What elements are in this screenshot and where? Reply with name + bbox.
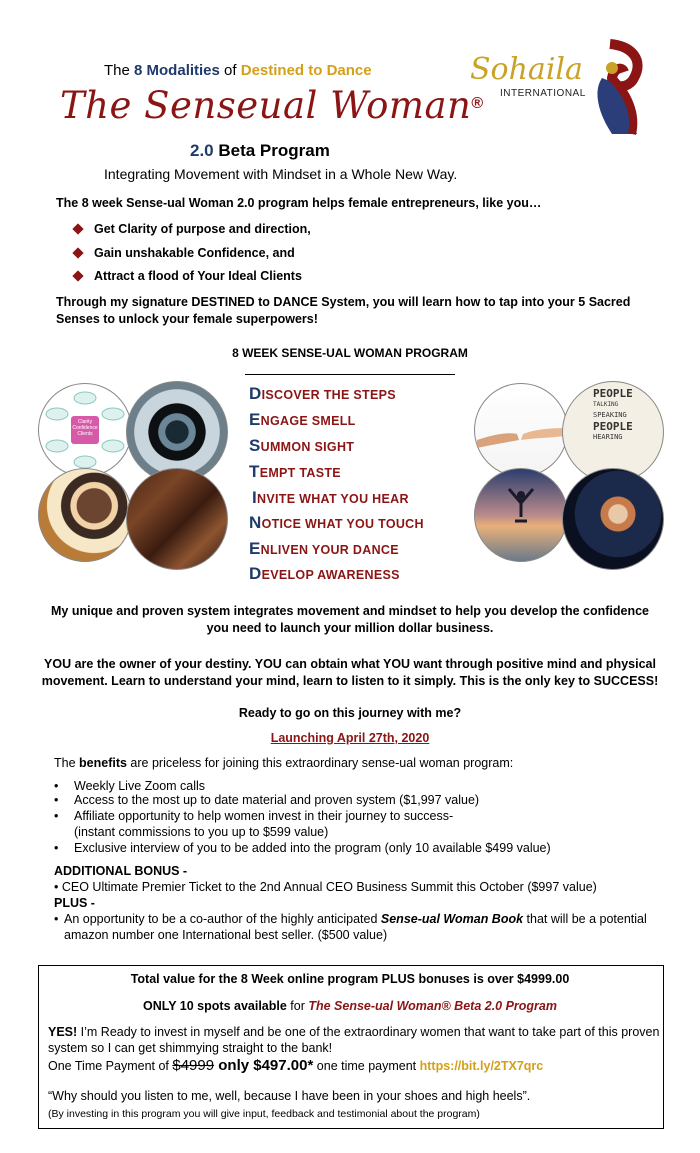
poster-text: PEOPLE — [593, 387, 633, 400]
unique-system-text: My unique and proven system integrates movement and mindset to help you develop the confidence you need to launch your million dollar business. — [50, 604, 650, 635]
destiny-paragraph: YOU are the owner of your destiny. YOU can obtain what YOU want through positive mind and physical movement. Learn to understand your mind, learn to listen to it simply. This is the only key to SUCCESS! — [41, 657, 659, 688]
yoga-sunset-image — [474, 468, 568, 562]
destined-item-engage: ENGAGE SMELL — [249, 410, 356, 429]
hands-touching-image — [474, 383, 568, 477]
bonus-heading: ADDITIONAL BONUS - — [54, 864, 188, 878]
diagram-label: Clients — [77, 431, 93, 437]
chocolate-image — [126, 468, 228, 570]
journey-text: Ready to go on this journey with me? — [238, 706, 462, 720]
poster-text: HEARING — [593, 433, 623, 441]
spots-available: ONLY 10 spots available for The Sense-ual Woman® Beta 2.0 Program — [142, 999, 557, 1013]
logo-subtitle: INTERNATIONAL — [500, 88, 586, 99]
old-price: $4999 — [172, 1057, 215, 1074]
list-item: • Weekly Live Zoom calls — [54, 779, 206, 793]
total-value: Total value for the 8 Week online program PLUS bonuses is over $4999.00 — [130, 972, 570, 986]
destined-item-enliven: ENLIVEN YOUR DANCE — [249, 539, 399, 558]
bonus-item: • CEO Ultimate Premier Ticket to the 2nd Annual CEO Business Summit this October ($997 value) — [54, 880, 597, 894]
investment-note: (By investing in this program you will give input, feedback and testimonial about the program) — [48, 1108, 480, 1120]
woman-with-flowers-image — [38, 468, 132, 562]
destined-item-notice: NOTICE WHAT YOU TOUCH — [249, 513, 424, 532]
destined-item-summon: SUMMON SIGHT — [249, 436, 355, 455]
belly-dancer-image — [562, 468, 664, 570]
list-item-continuation: (instant commissions to you up to $599 value) — [74, 825, 329, 839]
quote: “Why should you listen to me, well, because I have been in your shoes and high heels”. — [48, 1089, 531, 1103]
diamond-icon — [72, 223, 83, 234]
benefit-bullet: Attract a flood of Your Ideal Clients — [74, 269, 302, 283]
poster-text: SPEAKING — [593, 411, 627, 419]
plus-item: • An opportunity to be a co-author of the highly anticipated Sense-ual Woman Book that will be a potential amazon number one International best seller. ($500 value) — [54, 912, 647, 942]
modalities-heading: The 8 Modalities of Destined to Dance — [104, 62, 372, 79]
list-item: • Exclusive interview of you to be added into the program (only 10 available $499 value) — [54, 841, 551, 855]
poster-text: TALKING — [593, 401, 619, 408]
payment-line: One Time Payment of $4999 only $497.00* one time payment https://bit.ly/2TX7qrc — [48, 1057, 544, 1074]
signature-system-text: Through my signature DESTINED to DANCE System, you will learn how to tap into your 5 Sacred Senses to unlock your female superpowers! — [56, 295, 631, 326]
diagram-label: Clarity — [77, 419, 93, 425]
diagram-label: Confidence — [72, 425, 98, 431]
program-title: The Senseual Woman® — [60, 84, 484, 127]
destined-item-develop: DEVELOP AWARENESS — [249, 564, 400, 583]
destined-item-tempt: TEMPT TASTE — [249, 462, 341, 481]
benefits-intro: The benefits are priceless for joining this extraordinary sense-ual woman program: — [54, 756, 514, 770]
clarity-diagram-image — [38, 383, 132, 477]
list-item: • Access to the most up to date material and proven system ($1,997 value) — [54, 793, 480, 807]
intro-text: The 8 week Sense-ual Woman 2.0 program helps female entrepreneurs, like you… — [56, 196, 542, 210]
new-price: only $497.00* — [214, 1057, 314, 1074]
diamond-icon — [72, 247, 83, 258]
plus-heading: PLUS - — [54, 896, 95, 910]
destined-item-discover: DISCOVER THE STEPS — [249, 384, 396, 403]
divider — [245, 374, 455, 375]
launch-date: Launching April 27th, 2020 — [270, 731, 430, 745]
tagline: Integrating Movement with Mindset in a Whole New Way. — [104, 166, 458, 182]
poster-text: PEOPLE — [593, 420, 633, 433]
yes-statement: YES! I’m Ready to invest in myself and be one of the extraordinary women that want to take part of this proven system so I can get shimmying straight to the bank! — [48, 1025, 660, 1055]
payment-link[interactable]: https://bit.ly/2TX7qrc — [419, 1059, 544, 1073]
diamond-icon — [72, 270, 83, 281]
benefit-bullet: Get Clarity of purpose and direction, — [74, 222, 311, 236]
program-heading: 8 WEEK SENSE-UAL WOMAN PROGRAM — [232, 346, 468, 360]
beta-program-label: 2.0 Beta Program — [190, 141, 330, 160]
destined-item-invite: INVITE WHAT YOU HEAR — [252, 488, 409, 507]
list-item: • Affiliate opportunity to help women invest in their journey to success- — [54, 809, 454, 823]
benefit-bullet: Gain unshakable Confidence, and — [74, 246, 295, 260]
logo-wordmark: Sohaila — [470, 52, 583, 87]
